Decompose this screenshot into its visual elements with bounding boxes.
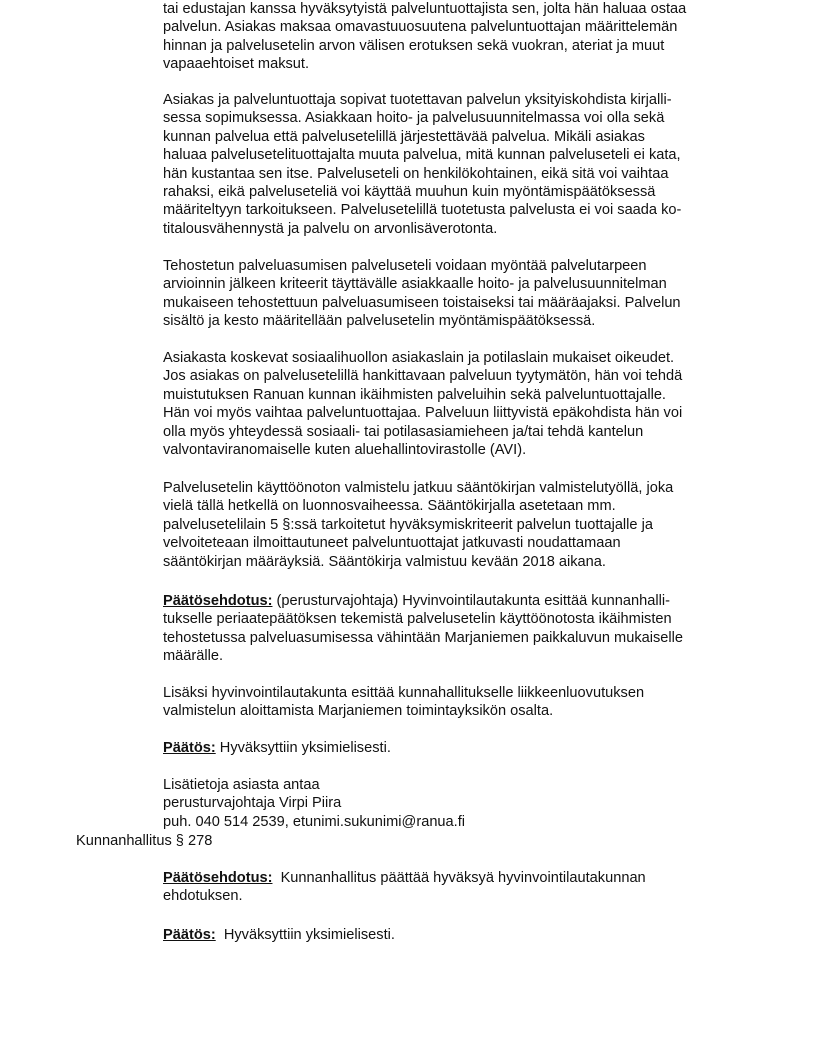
text-line: Hän voi myös vaihtaa palveluntuottajaa. Palveluun liittyvistä epäkohdista hän voi xyxy=(163,405,683,422)
paragraph-client-rights xyxy=(163,349,743,459)
text-line: kunnan palvelua että palvelusetelillä järjestettävää palvelua. Mikäli asiakas xyxy=(163,128,645,145)
text-line: mukaiseen tehostettuun palveluasumiseen toistaiseksi tai määräajaksi. Palvelun xyxy=(163,294,681,311)
contact-info xyxy=(163,776,743,831)
text-line: titalousvähennystä ja palvelu on arvonlisäverotonta. xyxy=(163,220,498,237)
text-line: haluaa palvelusetelituottajalta muuta palvelua, mitä kunnan palveluseteli ei kata, xyxy=(163,147,681,164)
decision xyxy=(163,739,743,757)
text-line xyxy=(163,869,743,887)
board-section-heading: Kunnanhallitus § 278 xyxy=(76,833,213,849)
text-line: velvoiteteaan ilmoittautuneet palveluntuottajat jatkuvasti noudattamaan xyxy=(163,535,621,552)
board-decision xyxy=(163,926,743,944)
text-line xyxy=(163,739,743,757)
text-line: valmistelun aloittamista Marjaniemen toimintayksikön osalta. xyxy=(163,703,554,720)
text-line: palvelun. Asiakas maksaa omavastuuosuutena palveluntuottajan määrittelemän xyxy=(163,19,678,36)
text-line: palvelusetelilain 5 §:ssä tarkoitetut hyväksymiskriteerit palvelun tuottajalle ja xyxy=(163,516,653,533)
text-line xyxy=(163,926,743,944)
contact-line: perusturvajohtaja Virpi Piira xyxy=(163,795,342,812)
text-line: muistutuksen Ranuan kunnan ikäihmisten palveluihin sekä palveluntuottajalle. xyxy=(163,386,666,403)
board-decision-text: Hyväksyttiin yksimielisesti. xyxy=(215,927,395,943)
board-decision-label: Päätös: xyxy=(163,927,216,943)
paragraph-enhanced-housing xyxy=(163,257,743,331)
text-line: määrälle. xyxy=(163,648,224,665)
paragraph-agreement xyxy=(163,91,743,238)
text-line xyxy=(163,592,743,610)
board-proposal-text: Kunnanhallitus päättää hyväksyä hyvinvointilautakunnan xyxy=(272,870,646,886)
text-line: ehdotuksen. xyxy=(163,888,243,905)
text-line: Tehostetun palveluasumisen palveluseteli voidaan myöntää palvelutarpeen xyxy=(163,258,647,274)
text-line: olla myös yhteydessä sosiaali- tai potilasasiamieheen ja/tai tehdä kantelun xyxy=(163,423,644,440)
proposal-label: Päätösehdotus: xyxy=(163,593,273,609)
text-line: sääntökirjan määräyksiä. Sääntökirja valmistuu kevään 2018 aikana. xyxy=(163,553,606,570)
contact-line: Lisätietoja asiasta antaa xyxy=(163,777,320,793)
text-line: Jos asiakas on palvelusetelillä hankittavaan palveluun tyytymätön, hän voi tehdä xyxy=(163,368,683,385)
text-line: tukselle periaatepäätöksen tekemistä palvelusetelin käyttöönotosta ikäihmisten xyxy=(163,611,672,628)
text-line: hän kustantaa sen itse. Palveluseteli on henkilökohtainen, eikä sitä voi vaihtaa xyxy=(163,165,669,182)
text-line: vapaaehtoiset maksut. xyxy=(163,56,310,73)
text-line: Lisäksi hyvinvointilautakunta esittää kunnahallitukselle liikkeenluovutuksen xyxy=(163,685,645,701)
paragraph-service-voucher-payment xyxy=(163,0,743,74)
decision-proposal xyxy=(163,592,743,666)
text-line: Asiakasta koskevat sosiaalihuollon asiakaslain ja potilaslain mukaiset oikeudet. xyxy=(163,350,675,366)
board-decision-proposal xyxy=(163,869,743,906)
paragraph-rulebook xyxy=(163,479,743,571)
text-line: sisältö ja kesto määritellään palvelusetelin myöntämispäätöksessä. xyxy=(163,313,596,330)
board-proposal-label: Päätösehdotus: xyxy=(163,870,273,886)
text-line: rahaksi, eikä palveluseteliä voi käyttää muuhun kuin myöntämispäätöksessä xyxy=(163,184,656,201)
paragraph-addition xyxy=(163,684,743,721)
text-line: tehostetussa palveluasumisessa vähintään Marjaniemen paikkaluvun mukaiselle xyxy=(163,629,683,646)
text-line: määriteltyyn tarkoitukseen. Palvelusetelillä tuotetusta palvelusta ei voi saada ko- xyxy=(163,202,682,219)
decision-text: Hyväksyttiin yksimielisesti. xyxy=(215,740,391,756)
decision-label: Päätös: xyxy=(163,740,216,756)
contact-line: puh. 040 514 2539, etunimi.sukunimi@ranua.fi xyxy=(163,813,466,830)
text-line: Palvelusetelin käyttöönoton valmistelu jatkuu sääntökirjan valmistelutyöllä, joka xyxy=(163,480,674,496)
text-line: valvontaviranomaiselle kuten aluehallintovirastolle (AVI). xyxy=(163,442,527,459)
text-line: tai edustajan kanssa hyväksytyistä palveluntuottajista sen, jolta hän haluaa ostaa xyxy=(163,1,687,17)
text-line: vielä tällä hetkellä on luonnosvaiheessa. Sääntökirjalla asetetaan mm. xyxy=(163,498,616,515)
text-line: sessa sopimuksessa. Asiakkaan hoito- ja palvelusuunnitelmassa voi olla sekä xyxy=(163,110,665,127)
text-line: hinnan ja palvelusetelin arvon välisen erotuksen sekä vuokran, ateriat ja muut xyxy=(163,37,665,54)
proposal-text: (perusturvajohtaja) Hyvinvointilautakunta esittää kunnanhalli- xyxy=(272,593,670,609)
text-line: arvioinnin jälkeen kriteerit täyttävälle asiakkaalle hoito- ja palvelusuunnitelman xyxy=(163,276,667,293)
text-line: Asiakas ja palveluntuottaja sopivat tuotettavan palvelun yksityiskohdista kirjalli- xyxy=(163,92,672,108)
